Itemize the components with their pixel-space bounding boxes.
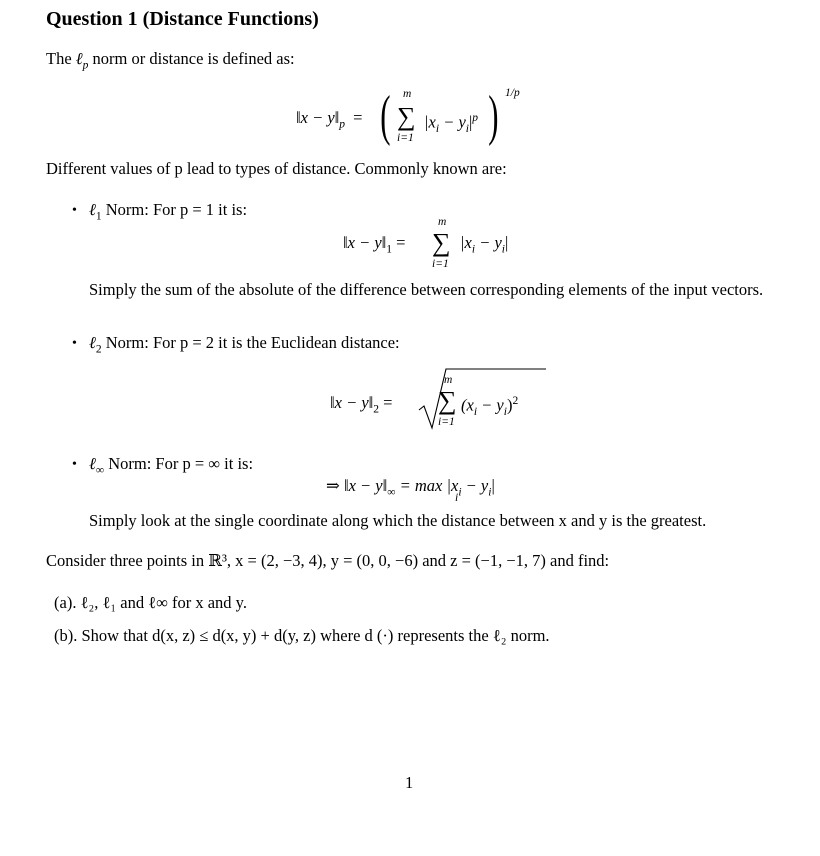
l1-sum-top: m <box>438 216 447 228</box>
intro-line <box>46 49 295 75</box>
linf-label-text: Norm: For p = ∞ it is: <box>104 454 254 473</box>
general-eq-right-paren: ) <box>488 85 499 147</box>
different-values-text: Different values of p lead to types of distance. Commonly known are: <box>46 159 507 178</box>
linf-label <box>89 454 253 480</box>
linf-description: Simply look at the single coordinate along which the distance between x and y is the greatest. <box>89 511 707 530</box>
general-eq-equals: = <box>353 108 363 127</box>
linf-eq-i: i <box>458 486 462 499</box>
l2-sum-bottom: i=1 <box>438 416 455 428</box>
l1-eq-body-i: i <box>471 243 476 256</box>
l2-ell: ℓ <box>89 333 96 352</box>
l1-eq-lhs <box>343 233 405 259</box>
linf-sub: ∞ <box>95 464 105 477</box>
linf-eq-rest: − y <box>461 476 489 495</box>
general-eq-body <box>424 108 478 139</box>
general-eq-body-i: i <box>435 122 440 135</box>
l2-eq-sup: 2 <box>512 395 519 407</box>
l1-label-text: Norm: For p = 1 it is: <box>101 200 248 219</box>
linf-eq-a: ⇒ ‖x − y‖ <box>326 476 388 495</box>
general-eq-sum: ∑ <box>397 102 416 131</box>
l2-sub: 2 <box>95 343 102 356</box>
linf-eq-mid: = max |x <box>395 476 459 495</box>
general-eq-body-c: | <box>468 112 473 132</box>
general-eq-body-a: |x <box>424 112 436 132</box>
part-a: (a). ℓ₂, ℓ₁ and ℓ∞ for x and y. <box>54 593 247 612</box>
linf-eq <box>326 476 495 502</box>
l1-sum: ∑ <box>432 228 451 257</box>
linf-max-sub: i <box>455 492 459 504</box>
l2-eq-body-b: − y <box>477 395 504 415</box>
intro-sub: p <box>82 59 89 72</box>
l2-label-text: Norm: For p = 2 it is the Euclidean distance: <box>101 333 400 352</box>
general-eq-body-sup: p <box>472 112 479 124</box>
l1-sum-bottom: i=1 <box>432 258 449 270</box>
l1-eq-lhs-text: ‖x − y‖ <box>343 233 387 252</box>
linf-eq-i2: i <box>488 486 492 499</box>
l2-eq-lhs <box>330 393 392 419</box>
l2-eq-body <box>461 391 518 422</box>
question-heading: Question 1 (Distance Functions) <box>46 8 319 30</box>
l1-eq-lhs-sub: 1 <box>386 243 393 256</box>
general-eq-lhs-sub: p <box>339 118 346 131</box>
l1-eq-body-i2: i <box>501 243 505 256</box>
linf-ell: ℓ <box>89 454 96 473</box>
general-eq-outer-sup: 1/p <box>505 87 520 99</box>
l1-eq-body <box>460 233 508 259</box>
linf-eq-end: | <box>491 476 495 495</box>
part-b: (b). Show that d(x, z) ≤ d(x, y) + d(y, z) where d (·) represents the ℓ₂ norm. <box>54 626 550 645</box>
general-eq-left-paren: ( <box>380 85 391 147</box>
general-eq-lhs <box>296 108 362 134</box>
l1-sub: 1 <box>95 210 102 223</box>
l1-eq-body-a: |x <box>460 233 472 252</box>
l2-bullet: • <box>72 336 77 351</box>
general-eq-body-i2: i <box>465 122 469 135</box>
l1-bullet: • <box>72 203 77 218</box>
general-eq-lhs-text: ‖x − y‖ <box>296 108 340 127</box>
page-number: 1 <box>405 773 414 792</box>
general-eq-sum-bottom: i=1 <box>397 132 414 144</box>
l2-label <box>89 333 400 359</box>
intro-ell: ℓ <box>75 49 83 68</box>
linf-bullet: • <box>72 457 77 472</box>
intro-post: norm or distance is defined as: <box>88 49 295 68</box>
consider-text: Consider three points in ℝ³, x = (2, −3, 4), y = (0, 0, −6) and z = (−1, −1, 7) and find: <box>46 551 610 570</box>
l2-eq-body-i: i <box>473 405 478 418</box>
l2-sum: ∑ <box>438 386 457 415</box>
l1-description: Simply the sum of the absolute of the difference between corresponding elements of the input vectors. <box>89 280 764 299</box>
linf-eq-sub: ∞ <box>387 486 396 499</box>
l1-ell: ℓ <box>89 200 96 219</box>
l1-eq-body-b: − y <box>475 233 502 252</box>
l2-eq-equals: = <box>383 393 393 412</box>
l2-eq-lhs-text: ‖x − y‖ <box>330 393 374 412</box>
l1-label <box>89 200 247 226</box>
general-eq-body-b: − y <box>439 112 466 132</box>
l2-eq-body-a: (x <box>461 395 474 415</box>
l2-eq-body-i2: i <box>503 405 507 418</box>
intro-pre: The <box>46 49 76 68</box>
l1-eq-equals: = <box>396 233 406 252</box>
general-eq-sum-top: m <box>403 88 412 100</box>
l2-eq-lhs-sub: 2 <box>373 403 380 416</box>
l1-eq-body-c: | <box>504 233 509 252</box>
l2-eq-body-c: ) <box>506 395 513 415</box>
l2-sum-top: m <box>444 374 453 386</box>
